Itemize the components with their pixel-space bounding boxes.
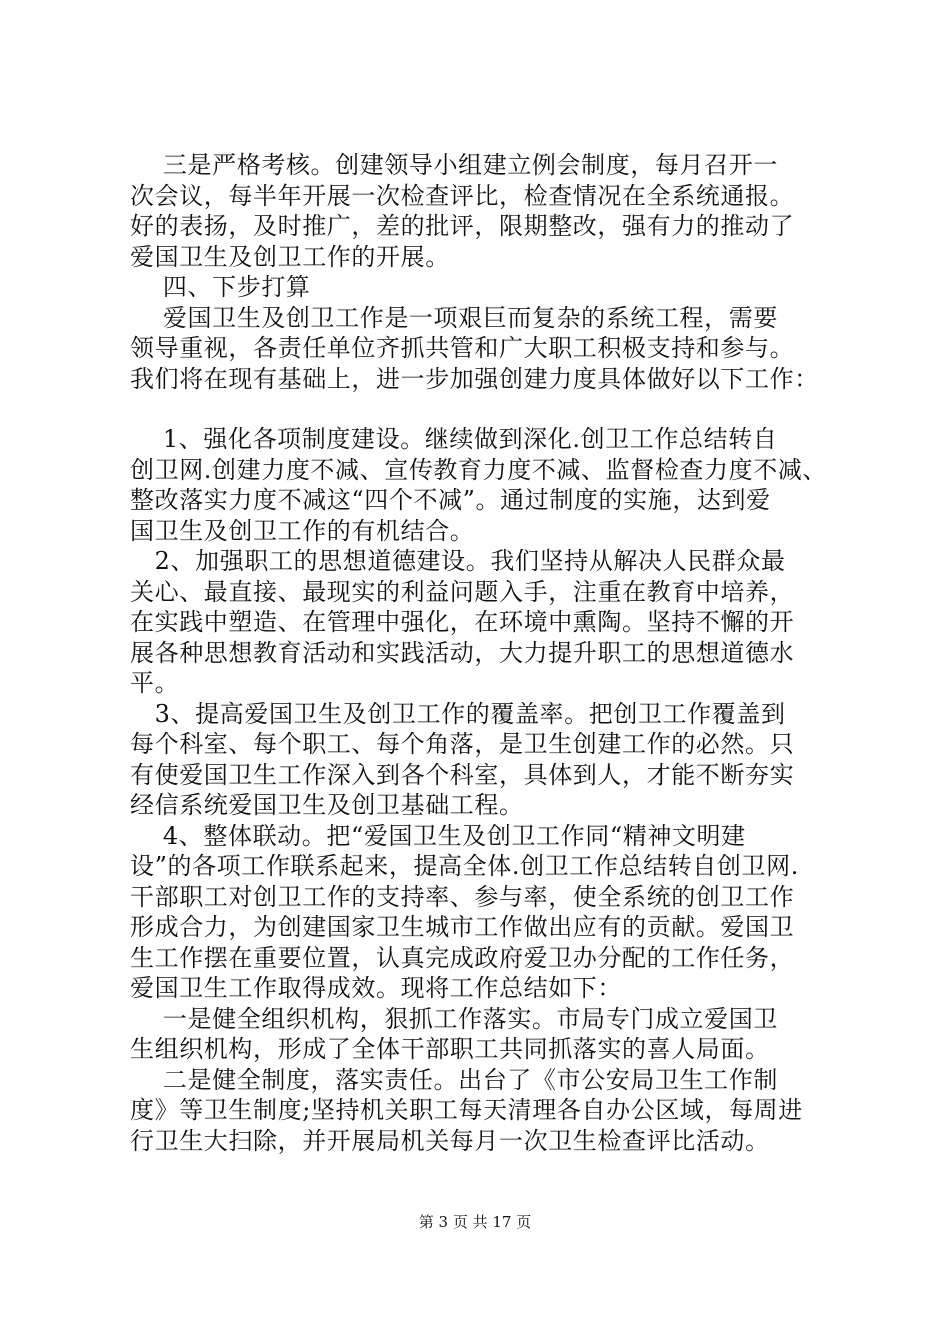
- text-line: 国卫生及创卫工作的有机结合。: [130, 516, 475, 545]
- paragraph-p-heading-next-steps: [130, 272, 850, 303]
- text-line: 关心、最直接、最现实的利益问题入手，注重在教育中培养，: [130, 577, 795, 606]
- text-line: 二是健全制度，落实责任。出台了《市公安局卫生工作制: [130, 1065, 778, 1094]
- text-line: 平。: [130, 669, 180, 697]
- text-line: 爱国卫生工作取得成效。现将工作总结如下：: [130, 974, 622, 1002]
- text-line: 领导重视，各责任单位齐抓共管和广大职工积极支持和参与。: [130, 334, 795, 362]
- text-line: 整改落实力度不减这“四个不减”。通过制度的实施，达到爱: [130, 486, 771, 514]
- text-line: 每个科室、每个职工、每个角落，是卫生创建工作的必然。只: [130, 730, 795, 758]
- text-line: 有使爱国卫生工作深入到各个科室，具体到人，才能不断夯实: [130, 760, 795, 789]
- page-footer: 第 3 页 共 17 页: [418, 1213, 532, 1231]
- text-line: 在实践中塑造、在管理中强化，在环境中熏陶。坚持不懈的开: [130, 608, 795, 636]
- paragraph-p-item-4: [130, 821, 850, 1004]
- text-line: 干部职工对创卫工作的支持率、参与率，使全系统的创卫工作: [130, 882, 795, 911]
- text-line: 我们将在现有基础上，进一步加强创建力度具体做好以下工作：: [130, 364, 819, 393]
- document-body: [130, 150, 850, 1156]
- text-line: 生组织机构，形成了全体干部职工共同抓落实的喜人局面。: [130, 1035, 770, 1063]
- text-line: 2、加强职工的思想道德建设。我们坚持从解决人民群众最: [130, 547, 786, 575]
- text-line: 爱国卫生及创卫工作的开展。: [130, 242, 450, 271]
- text-line: 经信系统爱国卫生及创卫基础工程。: [130, 791, 524, 819]
- paragraph-p-org: [130, 1004, 850, 1065]
- text-line: 好的表扬，及时推广，差的批评，限期整改，强有力的推动了: [130, 212, 795, 240]
- paragraph-p-system: [130, 1065, 850, 1157]
- paragraph-p-item-1: [130, 424, 850, 546]
- text-line: 展各种思想教育活动和实践活动，大力提升职工的思想道德水: [130, 638, 795, 667]
- text-line: 设”的各项工作联系起来，提高全体.创卫工作总结转自创卫网.: [130, 852, 799, 880]
- text-line: 创卫网.创建力度不减、宣传教育力度不减、监督检查力度不减、: [130, 455, 828, 484]
- text-line: 4、整体联动。把“爱国卫生及创卫工作同“精神文明建: [130, 821, 746, 850]
- paragraph-p-item-3: [130, 699, 850, 821]
- paragraph-p-intro: [130, 303, 850, 395]
- text-line: 一是健全组织机构，狠抓工作落实。市局专门成立爱国卫: [130, 1004, 778, 1033]
- text-line: 爱国卫生及创卫工作是一项艰巨而复杂的系统工程，需要: [130, 303, 778, 332]
- text-line: 1、强化各项制度建设。继续做到深化.创卫工作总结转自: [130, 425, 778, 453]
- paragraph-p-strict-assessment: [130, 150, 850, 272]
- paragraph-p-item-2: [130, 546, 850, 699]
- text-line: 形成合力，为创建国家卫生城市工作做出应有的贡献。爱国卫: [130, 913, 795, 941]
- text-line: 三是严格考核。创建领导小组建立例会制度，每月召开一: [130, 151, 778, 179]
- text-line: 行卫生大扫除，并开展局机关每月一次卫生检查评比活动。: [130, 1126, 770, 1155]
- text-line: 次会议，每半年开展一次检查评比，检查情况在全系统通报。: [130, 181, 795, 210]
- paragraph-spacer: [130, 394, 850, 424]
- text-line: 3、提高爱国卫生及创卫工作的覆盖率。把创卫工作覆盖到: [130, 699, 786, 728]
- text-line: 四、下步打算: [130, 273, 311, 301]
- text-line: 度》等卫生制度;坚持机关职工每天清理各自办公区域，每周进: [130, 1096, 803, 1124]
- text-line: 生工作摆在重要位置，认真完成政府爱卫办分配的工作任务，: [130, 943, 795, 972]
